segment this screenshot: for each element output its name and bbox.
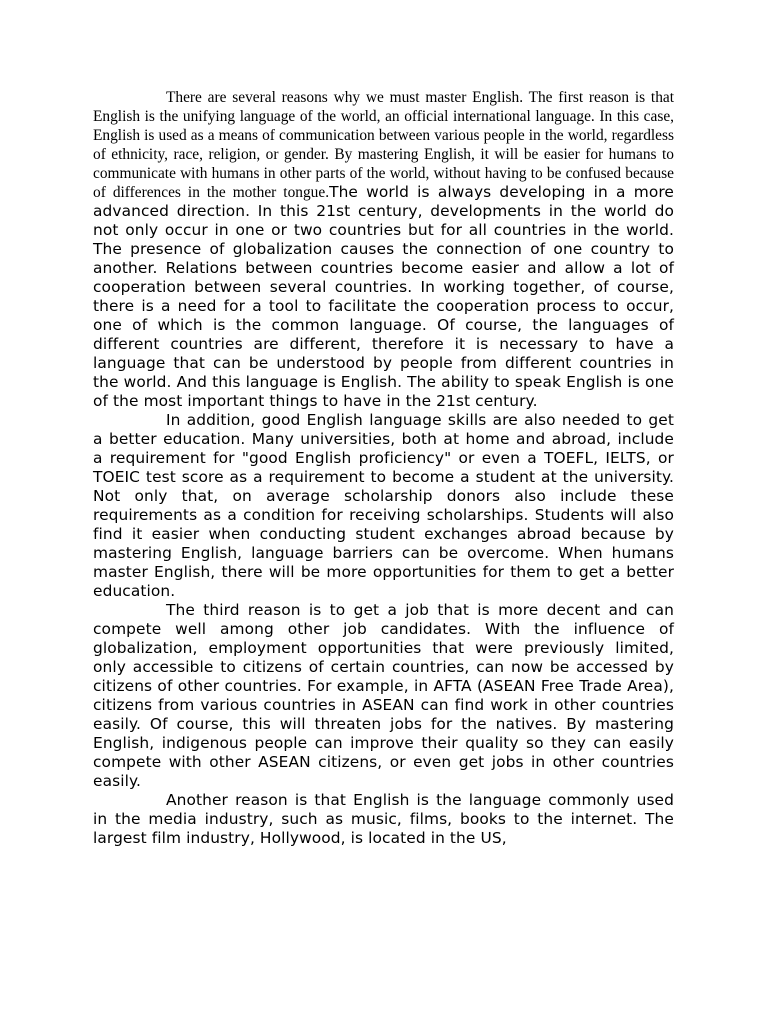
paragraph-3: The third reason is to get a job that is more decent and can compete well among other job candidates. With the influence of globalization, employment opportunities that were previously limited, only accessible to citizens of certain countries, can now be accessed by citizens of other countries. For example, in AFTA (ASEAN Free Trade Area), citizens from various countries in ASEAN can find work in other countries easily. Of course, this will threaten jobs for the natives. By mastering English, indigenous people can improve their quality so they can easily compete with other ASEAN citizens, or even get jobs in other countries easily. xyxy=(93,601,674,790)
paragraph-2: In addition, good English language skills are also needed to get a better education. Many universities, both at home and abroad, include a requirement for "good English proficiency" or even a TOEFL, IELTS, or TOEIC test score as a requirement to become a student at the university. Not only that, on average scholarship donors also include these requirements as a condition for receiving scholarships. Students will also find it easier when conducting student exchanges abroad because by mastering English, language barriers can be overcome. When humans master English, there will be more opportunities for them to get a better education. xyxy=(93,411,674,600)
paragraph-1-sans-text: The world is always developing in a more advanced direction. In this 21st century, developments in the world do not only occur in one or two countries but for all countries in the world. The presence of globalization causes the connection of one country to another. Relations between countries become easier and allow a lot of cooperation between several countries. In working together, of course, there is a need for a tool to facilitate the cooperation process to occur, one of which is the common language. Of course, the languages of different countries are different, therefore it is necessary to have a language that can be understood by people from different countries in the world. And this language is English. The ability to speak English is one of the most important things to have in the 21st century. xyxy=(93,183,674,410)
paragraph-1 xyxy=(93,88,674,411)
paragraph-1-serif-text: There are several reasons why we must master English. The first reason is that English is the unifying language of the world, an official international language. In this case, English is used as a means of communication between various people in the world, regardless of ethnicity, race, religion, or gender. By mastering English, it will be easier for humans to communicate with humans in other parts of the world, without having to be confused because of differences in the mother tongue. xyxy=(93,89,674,201)
paragraph-4: Another reason is that English is the language commonly used in the media industry, such as music, films, books to the internet. The largest film industry, Hollywood, is located in the US, xyxy=(93,791,674,847)
document-page xyxy=(93,88,674,848)
